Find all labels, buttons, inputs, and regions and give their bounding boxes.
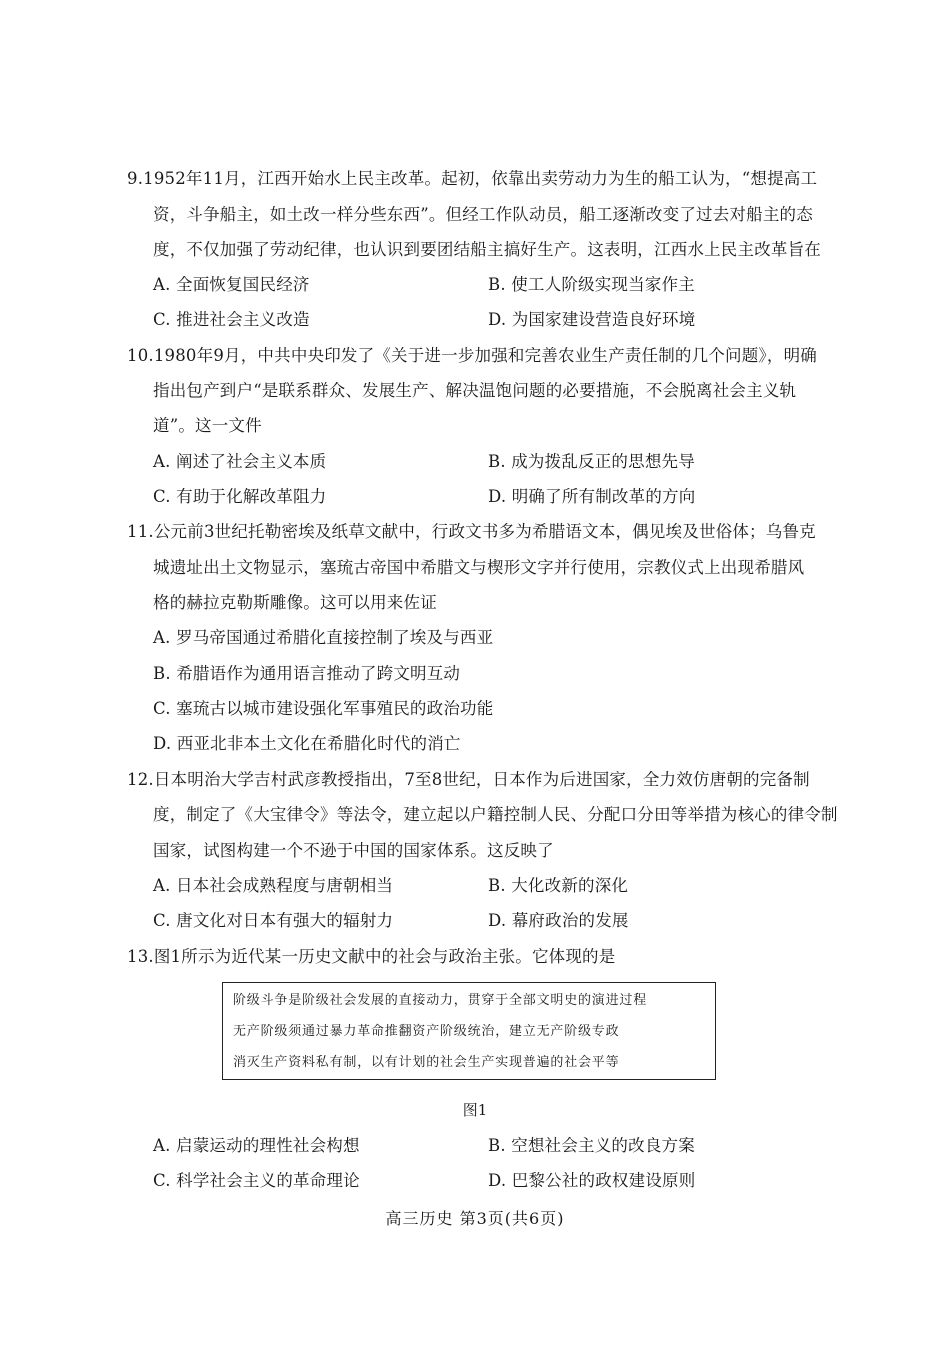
- question-13-option-b: B. 空想社会主义的改良方案: [488, 1136, 695, 1155]
- question-12-option-a: A. 日本社会成熟程度与唐朝相当: [153, 876, 394, 895]
- question-9-option-a: A. 全面恢复国民经济: [153, 275, 310, 294]
- question-10-line-3: 道”。这一文件: [153, 416, 262, 435]
- question-9-option-d: D. 为国家建设营造良好环境: [488, 310, 696, 329]
- question-12-option-c: C. 唐文化对日本有强大的辐射力: [153, 911, 394, 930]
- question-10-line-1: 10.1980年9月，中共中央印发了《关于进一步加强和完善农业生产责任制的几个问题》，明确: [127, 346, 817, 365]
- question-13-option-d: D. 巴黎公社的政权建设原则: [488, 1171, 696, 1190]
- figure-1-line-1: 阶级斗争是阶级社会发展的直接动力，贯穿于全部文明史的演进过程: [233, 993, 648, 1008]
- question-12-option-d: D. 幕府政治的发展: [488, 911, 629, 930]
- question-12-line-3: 国家，试图构建一个不逊于中国的国家体系。这反映了: [153, 841, 554, 860]
- figure-1-line-3: 消灭生产资料私有制，以有计划的社会生产实现普遍的社会平等: [233, 1055, 620, 1070]
- question-13-line-1: 13.图1所示为近代某一历史文献中的社会与政治主张。它体现的是: [127, 947, 616, 966]
- question-10-option-b: B. 成为拨乱反正的思想先导: [488, 452, 695, 471]
- figure-1-box: [222, 982, 716, 1080]
- question-10-option-a: A. 阐述了社会主义本质: [153, 452, 327, 471]
- figure-1-line-2: 无产阶级须通过暴力革命推翻资产阶级统治，建立无产阶级专政: [233, 1024, 620, 1039]
- question-10-option-c: C. 有助于化解改革阻力: [153, 487, 327, 506]
- page-footer: 高三历史 第3页(共6页): [385, 1209, 565, 1228]
- question-10-option-d: D. 明确了所有制改革的方向: [488, 487, 696, 506]
- question-11-line-3: 格的赫拉克勒斯雕像。这可以用来佐证: [153, 593, 437, 612]
- question-11-option-b: B. 希腊语作为通用语言推动了跨文明互动: [153, 664, 461, 683]
- question-10-line-2: 指出包产到户“是联系群众、发展生产、解决温饱问题的必要措施，不会脱离社会主义轨: [153, 381, 797, 400]
- question-9-line-3: 度，不仅加强了劳动纪律，也认识到要团结船主搞好生产。这表明，江西水上民主改革旨在: [153, 240, 821, 259]
- question-13-option-a: A. 启蒙运动的理性社会构想: [153, 1136, 360, 1155]
- question-12-option-b: B. 大化改新的深化: [488, 876, 629, 895]
- question-9-line-2: 资，斗争船主，如土改一样分些东西”。但经工作队动员，船工逐渐改变了过去对船主的态: [153, 205, 813, 224]
- figure-1-caption: 图1: [462, 1101, 488, 1119]
- question-12-line-2: 度，制定了《大宝律令》等法令，建立起以户籍控制人民、分配口分田等举措为核心的律令制: [153, 805, 838, 824]
- question-13-option-c: C. 科学社会主义的革命理论: [153, 1171, 360, 1190]
- question-11-option-d: D. 西亚北非本土文化在希腊化时代的消亡: [153, 734, 461, 753]
- question-11-line-1: 11.公元前3世纪托勒密埃及纸草文献中，行政文书多为希腊语文本，偶见埃及世俗体；乌鲁克: [127, 522, 816, 541]
- question-9-option-c: C. 推进社会主义改造: [153, 310, 310, 329]
- question-9-line-1: 9.1952年11月，江西开始水上民主改革。起初，依靠出卖劳动力为生的船工认为，“想提高工: [127, 169, 818, 188]
- question-11-option-a: A. 罗马帝国通过希腊化直接控制了埃及与西亚: [153, 628, 494, 647]
- question-9-option-b: B. 使工人阶级实现当家作主: [488, 275, 695, 294]
- question-11-option-c: C. 塞琉古以城市建设强化军事殖民的政治功能: [153, 699, 494, 718]
- question-12-line-1: 12.日本明治大学吉村武彦教授指出，7至8世纪，日本作为后进国家，全力效仿唐朝的完备制: [127, 770, 810, 789]
- question-11-line-2: 城遗址出土文物显示，塞琉古帝国中希腊文与楔形文字并行使用，宗教仪式上出现希腊风: [153, 558, 805, 577]
